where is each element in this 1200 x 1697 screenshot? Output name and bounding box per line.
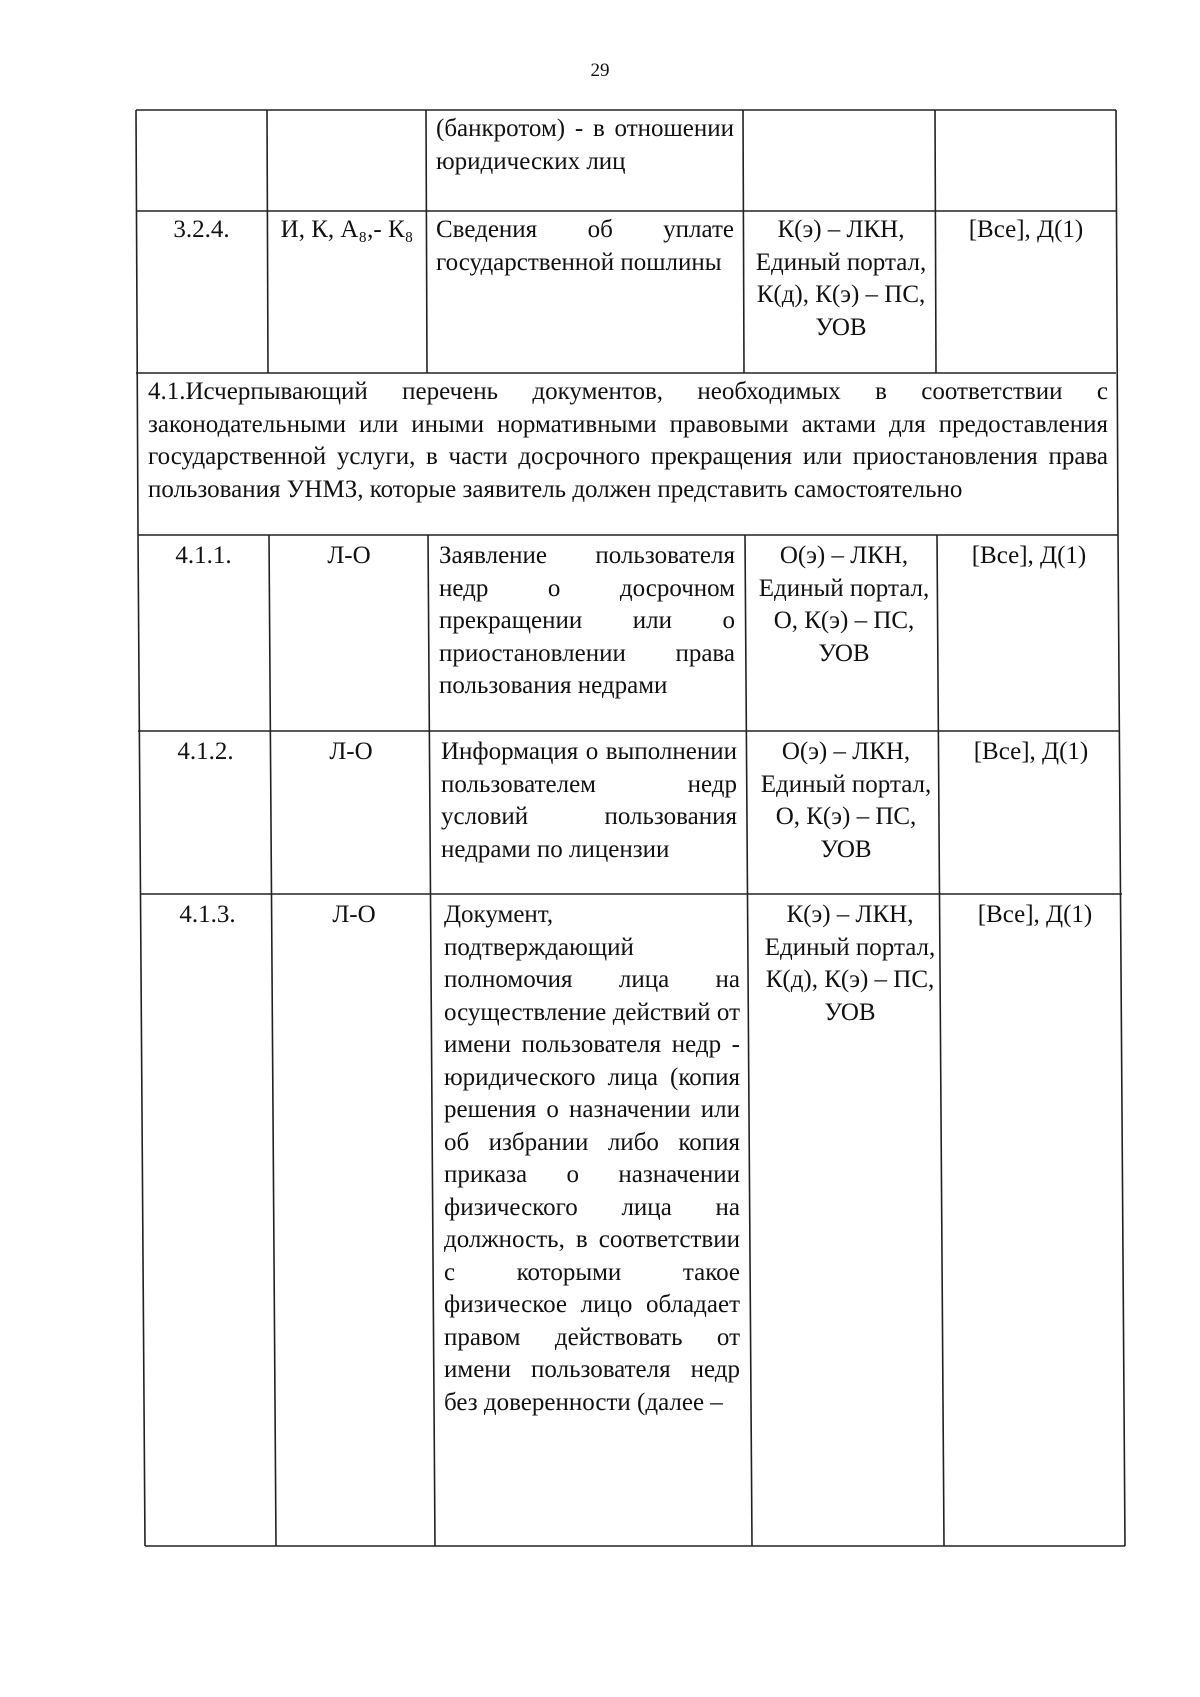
table-row-5-code: Л-О: [332, 901, 376, 928]
table-row-1-code: И, К, А₈,- К₈: [280, 216, 414, 243]
table-row-4-method: О(э) – ЛКН, Единый портал, О, К(э) – ПС, УОВ: [760, 738, 932, 863]
table-row-5-doc: Документ, подтверждающий полномочия лица на осуществление действий от имени пользователя недр - юридического лица (копия решения о назначении или об избрании либо копия приказа о назначении физического лица на должность, в соответствии с которыми такое физическое лицо обладает правом действовать от имени пользователя недр без доверенности (далее –: [444, 901, 740, 1416]
table-row-3-doc: Заявление пользователя недр о досрочном прекращении или о приостановлении права пользования недрами: [439, 542, 735, 699]
table-row-4-code: Л-О: [329, 738, 373, 765]
table-row-4-num: 4.1.2.: [177, 738, 234, 765]
table-row-1-doc: Сведения об уплате государственной пошлины: [436, 216, 734, 276]
table-row-3-code: Л-О: [327, 542, 371, 569]
table-row-5-method: К(э) – ЛКН, Единый портал, К(д), К(э) – ПС, УОВ: [764, 901, 936, 1026]
table-row-4-doc: Информация о выполнении пользователем недр условий пользования недрами по лицензии: [441, 738, 737, 863]
table-row-3-rule: [Все], Д(1): [971, 542, 1087, 569]
table-row-5-rule: [Все], Д(1): [977, 901, 1093, 928]
table-row-3-method: О(э) – ЛКН, Единый портал, О, К(э) – ПС, УОВ: [758, 542, 930, 667]
table-row-0-doc: (банкротом) - в отношении юридических лиц: [436, 115, 734, 175]
table-row-1-rule: [Все], Д(1): [968, 216, 1084, 243]
section-heading-4-1: 4.1.Исчерпывающий перечень документов, необходимых в соответствии с законодательными или иными нормативными правовыми актами для предоставления государственной услуги, в части досрочного прекращения или приостановления права пользования УНМЗ, которые заявитель должен представить самостоятельно: [148, 378, 1108, 503]
table-row-3-num: 4.1.1.: [175, 542, 232, 569]
table-row-1-num: 3.2.4.: [173, 216, 230, 243]
table-row-4-rule: [Все], Д(1): [973, 738, 1089, 765]
table-row-5-num: 4.1.3.: [179, 901, 236, 928]
table-row-1-method: К(э) – ЛКН, Единый портал, К(д), К(э) – ПС, УОВ: [755, 216, 927, 341]
page-number: 29: [590, 60, 610, 81]
